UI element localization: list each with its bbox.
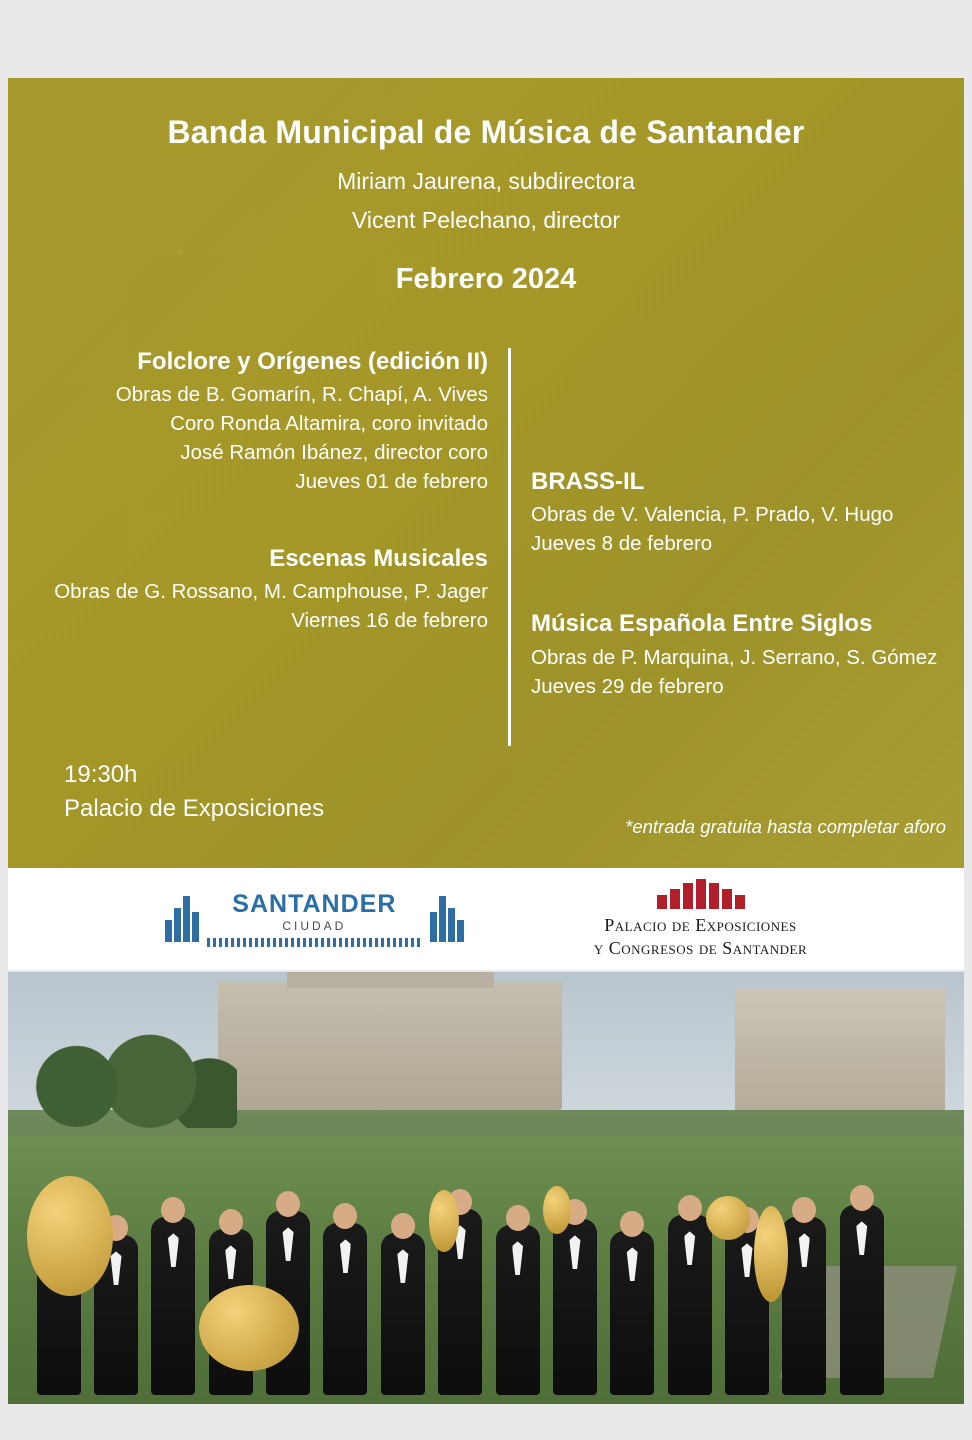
palacio-l1-e: XPOSICIONES — [706, 919, 797, 934]
santander-bars-icon-right — [430, 896, 464, 942]
program-panel — [8, 78, 964, 868]
program-event — [531, 608, 951, 700]
santander-ciudad-logo — [165, 889, 464, 947]
band-members-group — [8, 1084, 964, 1395]
event-title: Folclore y Orígenes (edición II) — [137, 348, 488, 375]
event-detail: José Ramón Ibánez, director coro — [180, 441, 488, 465]
band-photo — [8, 972, 964, 1404]
sousaphone-instrument — [199, 1285, 299, 1371]
program-column-left — [48, 346, 488, 635]
trumpet-instrument — [543, 1186, 571, 1234]
page-title: Banda Municipal de Música de Santander — [167, 114, 805, 150]
event-detail: Obras de P. Marquina, J. Serrano, S. Gómez — [531, 645, 938, 669]
santander-tagline: CIUDAD — [282, 918, 347, 933]
palacio-l2-d: DE — [698, 941, 718, 957]
palacio-l2-b: C — [608, 937, 622, 958]
event-title: BRASS-IL — [531, 468, 645, 495]
palacio-l1-c: DE — [671, 919, 691, 934]
program-event — [531, 466, 951, 558]
venue-text: Palacio de Exposiciones — [64, 795, 325, 823]
saxophone-instrument — [429, 1190, 459, 1252]
palacio-l2-a: Y — [593, 941, 604, 957]
event-detail: Obras de V. Valencia, P. Prado, V. Hugo — [531, 503, 894, 527]
event-date: Viernes 16 de febrero — [291, 608, 488, 632]
time-text: 19:30h — [64, 761, 138, 788]
event-detail: Coro Ronda Altamira, coro invitado — [170, 412, 488, 436]
santander-logo-text-group — [207, 889, 422, 947]
french-horn-instrument — [706, 1196, 750, 1240]
palacio-l1-a: P — [604, 915, 615, 935]
palacio-logo-line-1 — [604, 914, 796, 937]
event-title: Música Española Entre Siglos — [531, 610, 873, 638]
palacio-l2-c: ONGRESOS — [621, 941, 694, 957]
event-date: Jueves 8 de febrero — [531, 532, 713, 556]
free-entry-note: *entrada gratuita hasta completar aforo — [625, 816, 946, 837]
column-divider — [508, 348, 511, 746]
palacio-logo-line-2 — [594, 937, 807, 960]
event-title: Escenas Musicales — [269, 544, 488, 572]
tuba-instrument — [27, 1176, 113, 1296]
palacio-l2-e: S — [722, 937, 733, 958]
subdirector-line: Miriam Jaurena, subdirectora — [337, 168, 635, 194]
program-column-right — [531, 466, 951, 701]
director-line: Vicent Pelechano, director — [351, 207, 621, 233]
palacio-l1-d: E — [695, 915, 707, 935]
month-heading: Febrero 2024 — [395, 263, 577, 295]
palacio-l1-b: ALACIO — [614, 919, 667, 934]
program-event — [48, 346, 488, 497]
event-date: Jueves 01 de febrero — [295, 470, 488, 494]
time-venue-block — [64, 758, 324, 826]
palacio-congresos-logo — [594, 879, 807, 959]
event-detail: Obras de G. Rossano, M. Camphouse, P. Jager — [54, 579, 488, 603]
event-detail: Obras de B. Gomarín, R. Chapí, A. Vives — [115, 383, 488, 407]
santander-underline-graphic — [207, 938, 422, 947]
program-event — [48, 543, 488, 635]
santander-bars-icon — [165, 896, 199, 942]
santander-wordmark: SANTANDER — [232, 889, 397, 918]
logo-strip — [8, 868, 964, 970]
trombone-instrument — [754, 1206, 788, 1302]
palacio-bars-icon — [657, 879, 745, 909]
palacio-l2-f: ANTANDER — [732, 941, 808, 957]
event-date: Jueves 29 de febrero — [531, 674, 724, 698]
